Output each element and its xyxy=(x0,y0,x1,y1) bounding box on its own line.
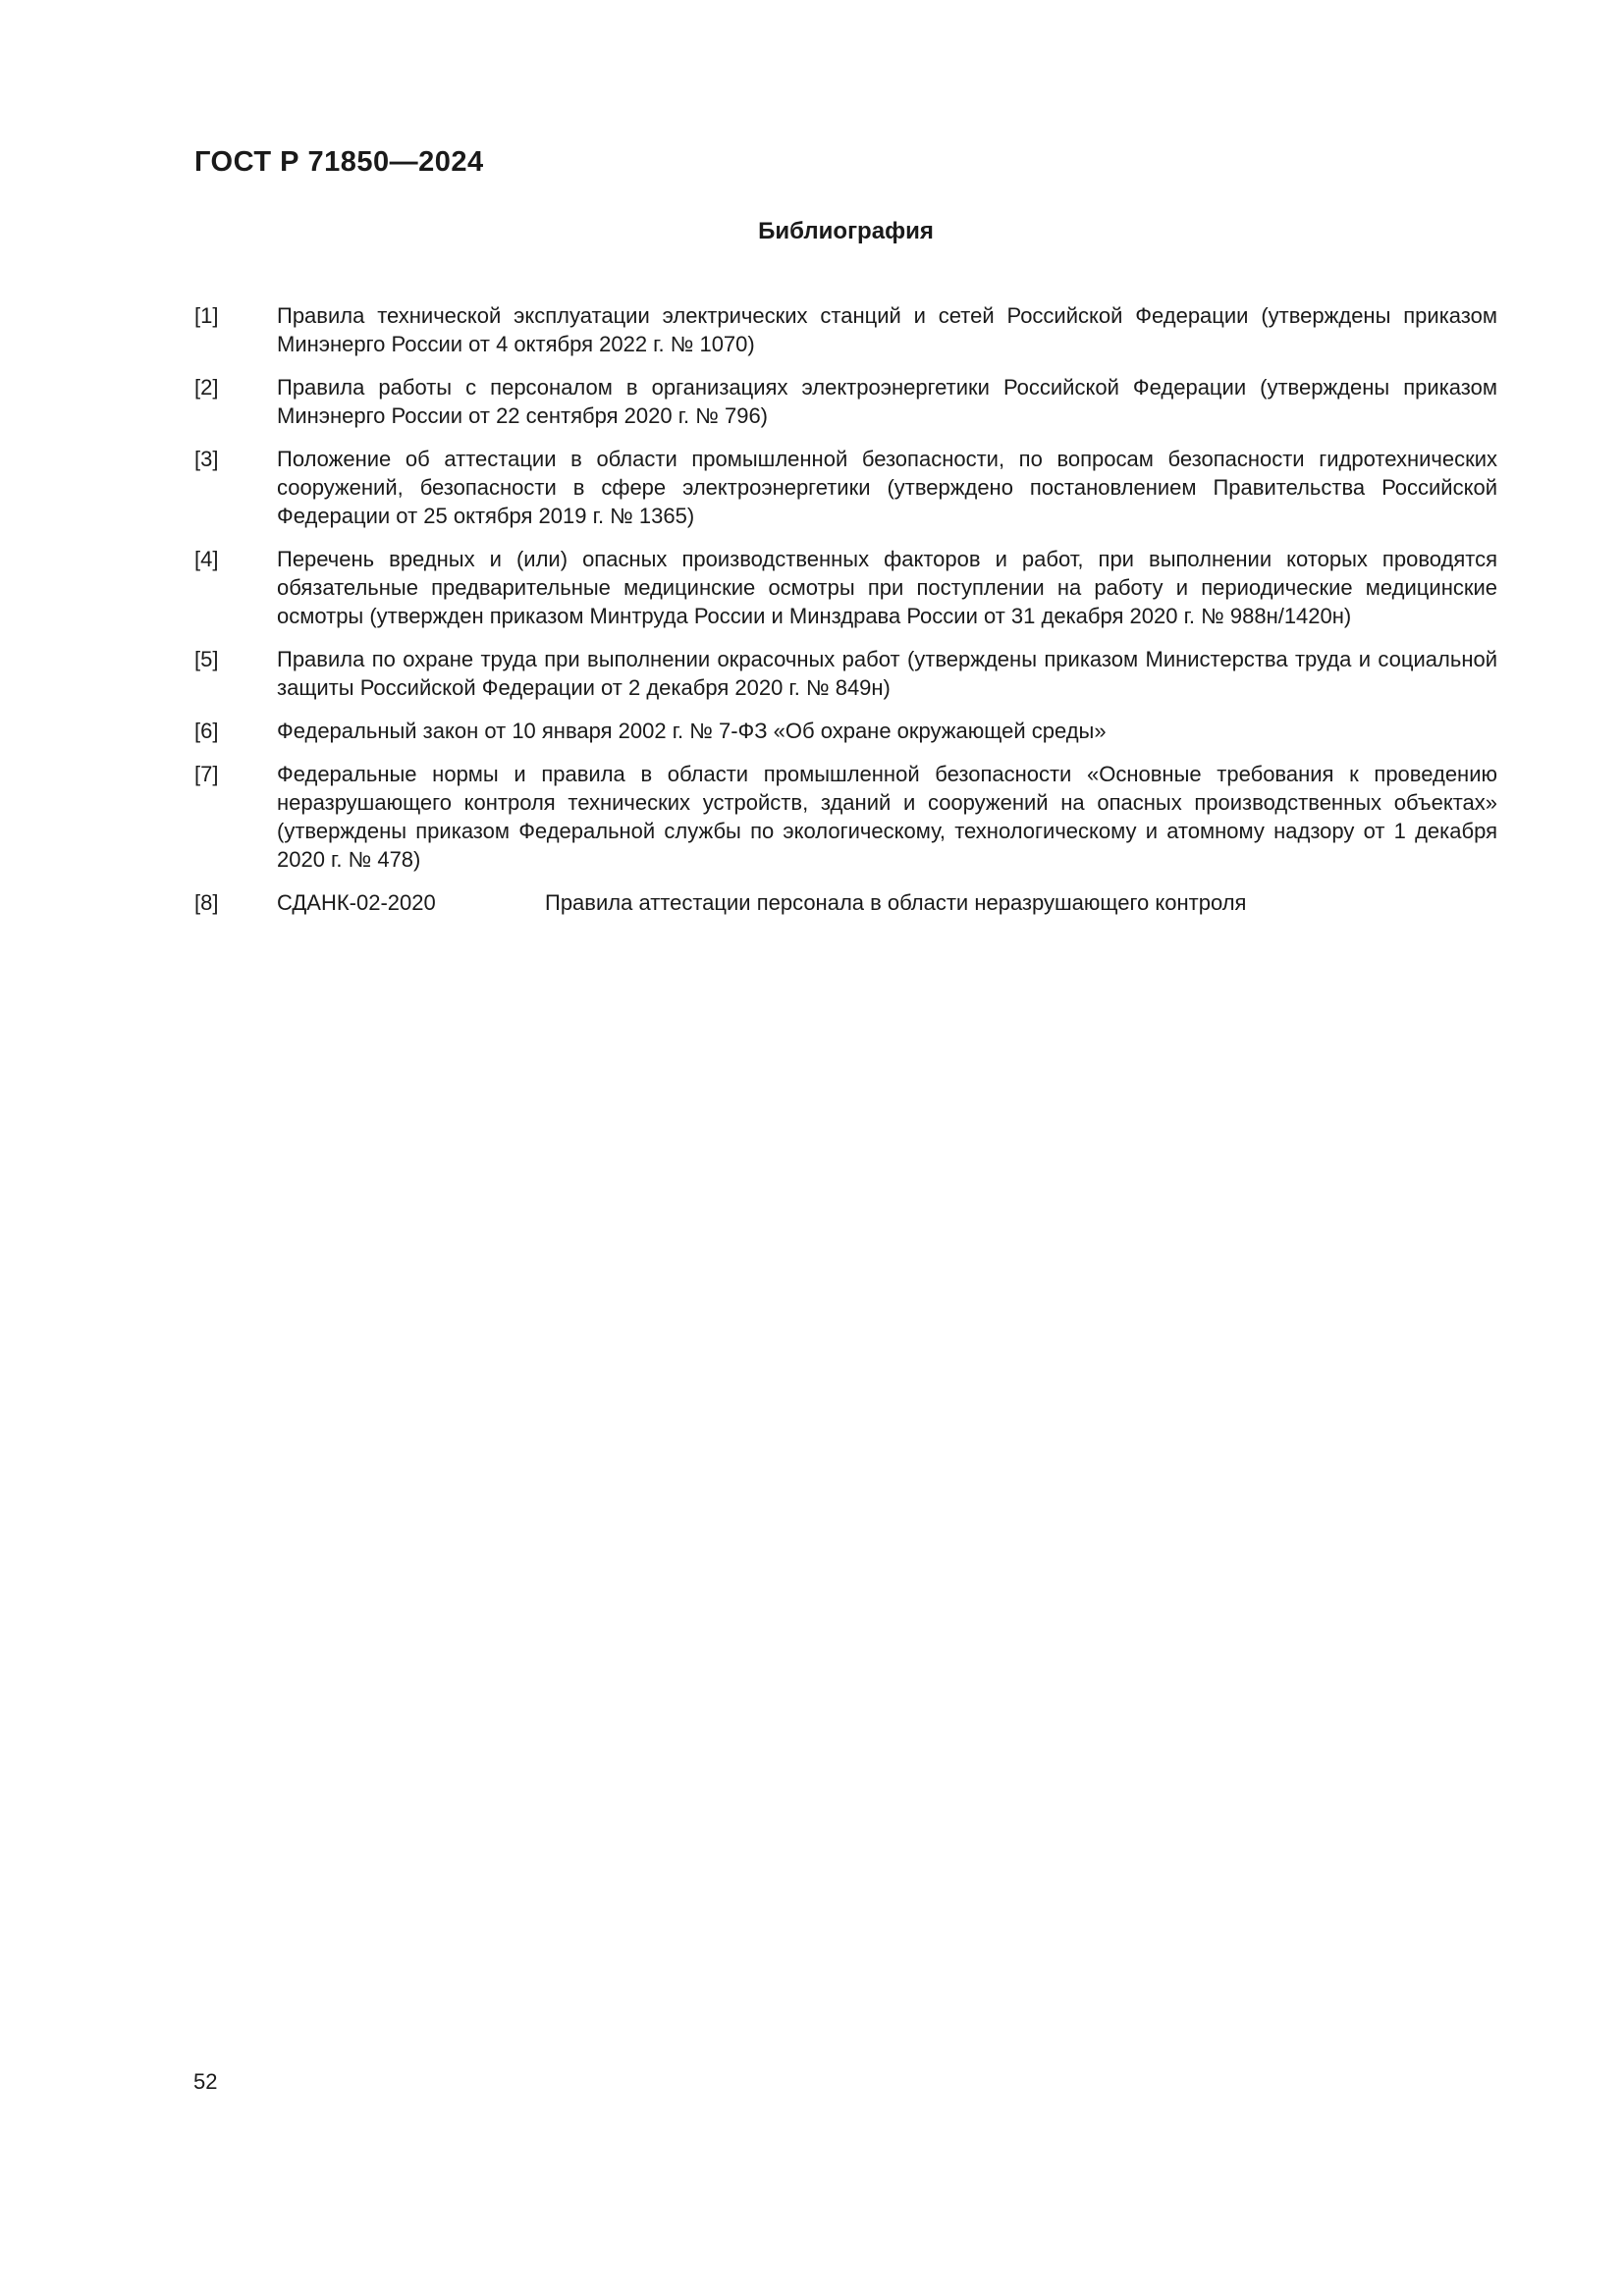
page-content xyxy=(0,0,1624,917)
bibliography-entry xyxy=(194,373,1497,430)
bibliography-entry xyxy=(194,445,1497,530)
bibliography-entry xyxy=(194,717,1497,745)
entry-label: [7] xyxy=(194,762,219,786)
entry-text: Положение об аттестации в области промышленной безопасности, по вопросам безопасности гидротехнических сооружений, безопасности в сфере электроэнергетики (утверждено постановлением Правительства Российской Федерации от 25 октября 2019 г. № 1365) xyxy=(277,447,1497,528)
page-number: 52 xyxy=(193,2069,218,2094)
entry-text: Перечень вредных и (или) опасных производственных факторов и работ, при выполнении которых проводятся обязательные предварительные медицинские осмотры при поступлении на работу и периодические медицинские осмотры (утвержден приказом Минтруда России и Минздрава России от 31 декабря 2020 г. № 988н/1420н) xyxy=(277,547,1497,628)
entry-label: [1] xyxy=(194,303,219,328)
bibliography-entry xyxy=(194,645,1497,702)
bibliography-entry xyxy=(194,888,1497,917)
entry-label: [8] xyxy=(194,890,219,915)
entry-text: Правила работы с персоналом в организациях электроэнергетики Российской Федерации (утверждены приказом Минэнерго России от 22 сентября 2020 г. № 796) xyxy=(277,375,1497,428)
entry-label: [3] xyxy=(194,447,219,471)
entry-text: Правила технической эксплуатации электрических станций и сетей Российской Федерации (утверждены приказом Минэнерго России от 4 октября 2022 г. № 1070) xyxy=(277,303,1497,356)
document-code-header: ГОСТ Р 71850—2024 xyxy=(194,146,484,178)
entry-label: [5] xyxy=(194,647,219,671)
entry-designation: СДАНК-02-2020 xyxy=(277,890,436,915)
bibliography-entry xyxy=(194,545,1497,630)
entry-text: Федеральные нормы и правила в области промышленной безопасности «Основные требования к проведению неразрушающего контроля технических устройств, зданий и сооружений на опасных производственных объектах» (утверждены приказом Федеральной службы по экологическому, технологическому и атомному надзору от 1 декабря 2020 г. № 478) xyxy=(277,762,1497,872)
entry-text: Правила по охране труда при выполнении окрасочных работ (утверждены приказом Министерства труда и социальной защиты Российской Федерации от 2 декабря 2020 г. № 849н) xyxy=(277,647,1497,700)
bibliography-entry xyxy=(194,301,1497,358)
bibliography-entry xyxy=(194,760,1497,874)
entry-label: [2] xyxy=(194,375,219,400)
entry-text: Федеральный закон от 10 января 2002 г. № 7-ФЗ «Об охране окружающей среды» xyxy=(277,719,1107,743)
bibliography-list xyxy=(194,301,1497,917)
entry-text: Правила аттестации персонала в области неразрушающего контроля xyxy=(545,890,1247,915)
entry-label: [6] xyxy=(194,719,219,743)
section-title: Библиография xyxy=(758,218,934,244)
entry-label: [4] xyxy=(194,547,219,571)
